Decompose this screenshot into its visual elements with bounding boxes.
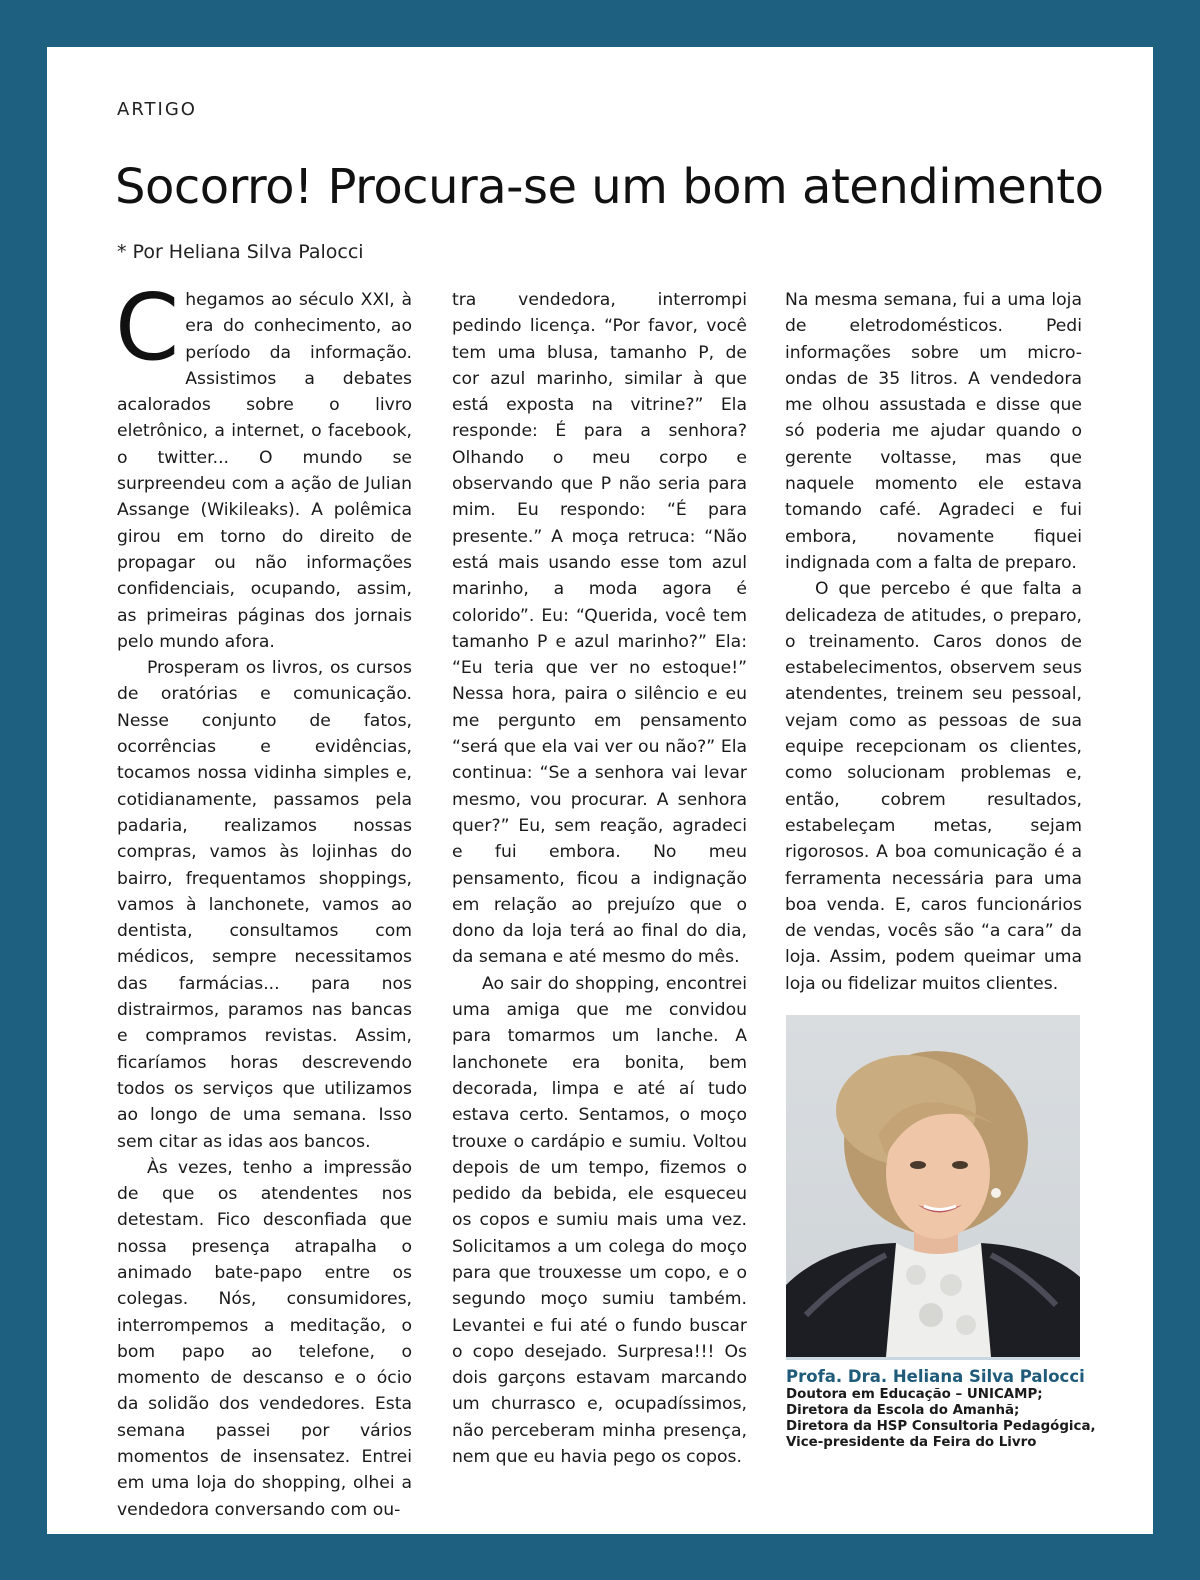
paragraph: Prosperam os livros, os cursos de oratórias e comunicação. Nesse conjunto de fatos, ocorrências e evidências, tocamos nossa vidinha simples e, cotidianamente, passamos pela padaria, realizamos nossas compras, vamos às lojinhas do bairro, frequentamos shoppings, vamos à lanchonete, vamos ao dentista, consultamos com médicos, sempre necessitamos das farmácias... para nos distrairmos, paramos nas bancas e compramos revistas. Assim, ficaríamos horas descrevendo todos os serviços que utilizamos ao longo de uma semana. Isso sem citar as idas aos bancos. (117, 658, 412, 1152)
paragraph: Ao sair do shopping, encontrei uma amiga que me convidou para tomarmos um lanche. A lanchonete era bonita, bem decorada, limpa e até aí tudo estava certo. Sentamos, o moço trouxe o cardápio e sumiu. Voltou depois de um tempo, fizemos o pedido da bebida, ele esqueceu os copos e sumiu mais uma vez. Solicitamos a um colega do moço para que trouxesse um copo, e o segundo moço sumiu também. Levantei e fui até o fundo buscar o copo desejado. Surpresa!!! Os dois garçons estavam marcando um churrasco e, ocupadíssimos, não perceberam minha presença, nem que eu havia pego os copos. (452, 973, 747, 1468)
paragraph: Na mesma semana, fui a uma loja de eletrodomésticos. Pedi informações sobre um micro-ondas de 35 litros. A vendedora me olhou assustada e disse que só poderia me ajudar quando o gerente voltasse, mas que naquele momento ele estava tomando café. Agradeci e fui embora, novamente fiquei indignada com a falta de preparo. (785, 290, 1082, 573)
author-credential: Diretora da HSP Consultoria Pedagógica, (786, 1419, 1096, 1434)
column-2 (452, 287, 747, 1470)
paragraph-text: hegamos ao século XXI, à era do conhecimento, ao período da informação. Assistimos a debates acalorados sobre o livro eletrônico, a internet, o facebook, o twitter... O mundo se surpreendeu com a ação de Julian Assange (Wikileaks). A polêmica girou em torno do direito de propagar ou não informações confidenciais, ocupando, assim, as primeiras páginas dos jornais pelo mundo afora. (117, 290, 412, 652)
section-label: ARTIGO (117, 99, 197, 120)
paragraph: Às vezes, tenho a impressão de que os atendentes nos detestam. Fico desconfiada que nossa presença atrapalha o animado bate-papo entre os colegas. Nós, consumidores, interrompemos a meditação, o bom papo ao telefone, o momento de descanso e o ócio da solidão dos vendedores. Esta semana passei por vários momentos de insensatez. Entrei em uma loja do shopping, olhei a vendedora conversando com ou- (117, 1157, 412, 1520)
article-title: Socorro! Procura-se um bom atendimento (115, 159, 1104, 215)
column-3 (785, 287, 1082, 997)
photo-caption (786, 1367, 1116, 1451)
column-1 (115, 274, 412, 1523)
paragraph: tra vendedora, interrompi pedindo licença. “Por favor, você tem uma blusa, tamanho P, de cor azul marinho, similar à que está exposta na vitrine?” Ela responde: É para a senhora? Olhando o meu corpo e observando que P não seria para mim. Eu respondo: “É para presente.” A moça retruca: “Não está mais usando esse tom azul marinho, a moda agora é colorido”. Eu: “Querida, você tem tamanho P e azul marinho?” Ela: “Eu teria que ver no estoque!” Nessa hora, paira o silêncio e eu me pergunto em pensamento “será que ela vai ver ou não?” Ela continua: “Se a senhora vai levar mesmo, vou procurar. A senhora quer?” Eu, sem reação, agradeci e fui embora. No meu pensamento, ficou a indignação em relação ao prejuízo que o dono da loja terá ao final do dia, da semana e até mesmo do mês. (452, 290, 747, 968)
author-credential: Vice-presidente da Feira do Livro (786, 1435, 1037, 1450)
drop-cap: C (115, 274, 180, 381)
author-name: Profa. Dra. Heliana Silva Palocci (786, 1367, 1085, 1386)
paragraph: O que percebo é que falta a delicadeza de atitudes, o preparo, o treinamento. Caros donos de estabelecimentos, observem seus atendentes, treinem seu pessoal, vejam como as pessoas de sua equipe recepcionam os clientes, como solucionam problemas e, então, cobrem resultados, estabeleçam metas, sejam rigorosos. A boa comunicação é a ferramenta necessária para uma boa venda. E, caros funcionários de vendas, vocês são “a cara” da loja. Assim, podem queimar uma loja ou fidelizar muitos clientes. (785, 579, 1082, 994)
paragraph (115, 274, 412, 655)
author-credential: Diretora da Escola do Amanhã; (786, 1403, 1020, 1418)
author-credential: Doutora em Educação – UNICAMP; (786, 1387, 1043, 1402)
byline: * Por Heliana Silva Palocci (117, 241, 364, 263)
author-photo (786, 1015, 1080, 1360)
page (47, 47, 1153, 1534)
